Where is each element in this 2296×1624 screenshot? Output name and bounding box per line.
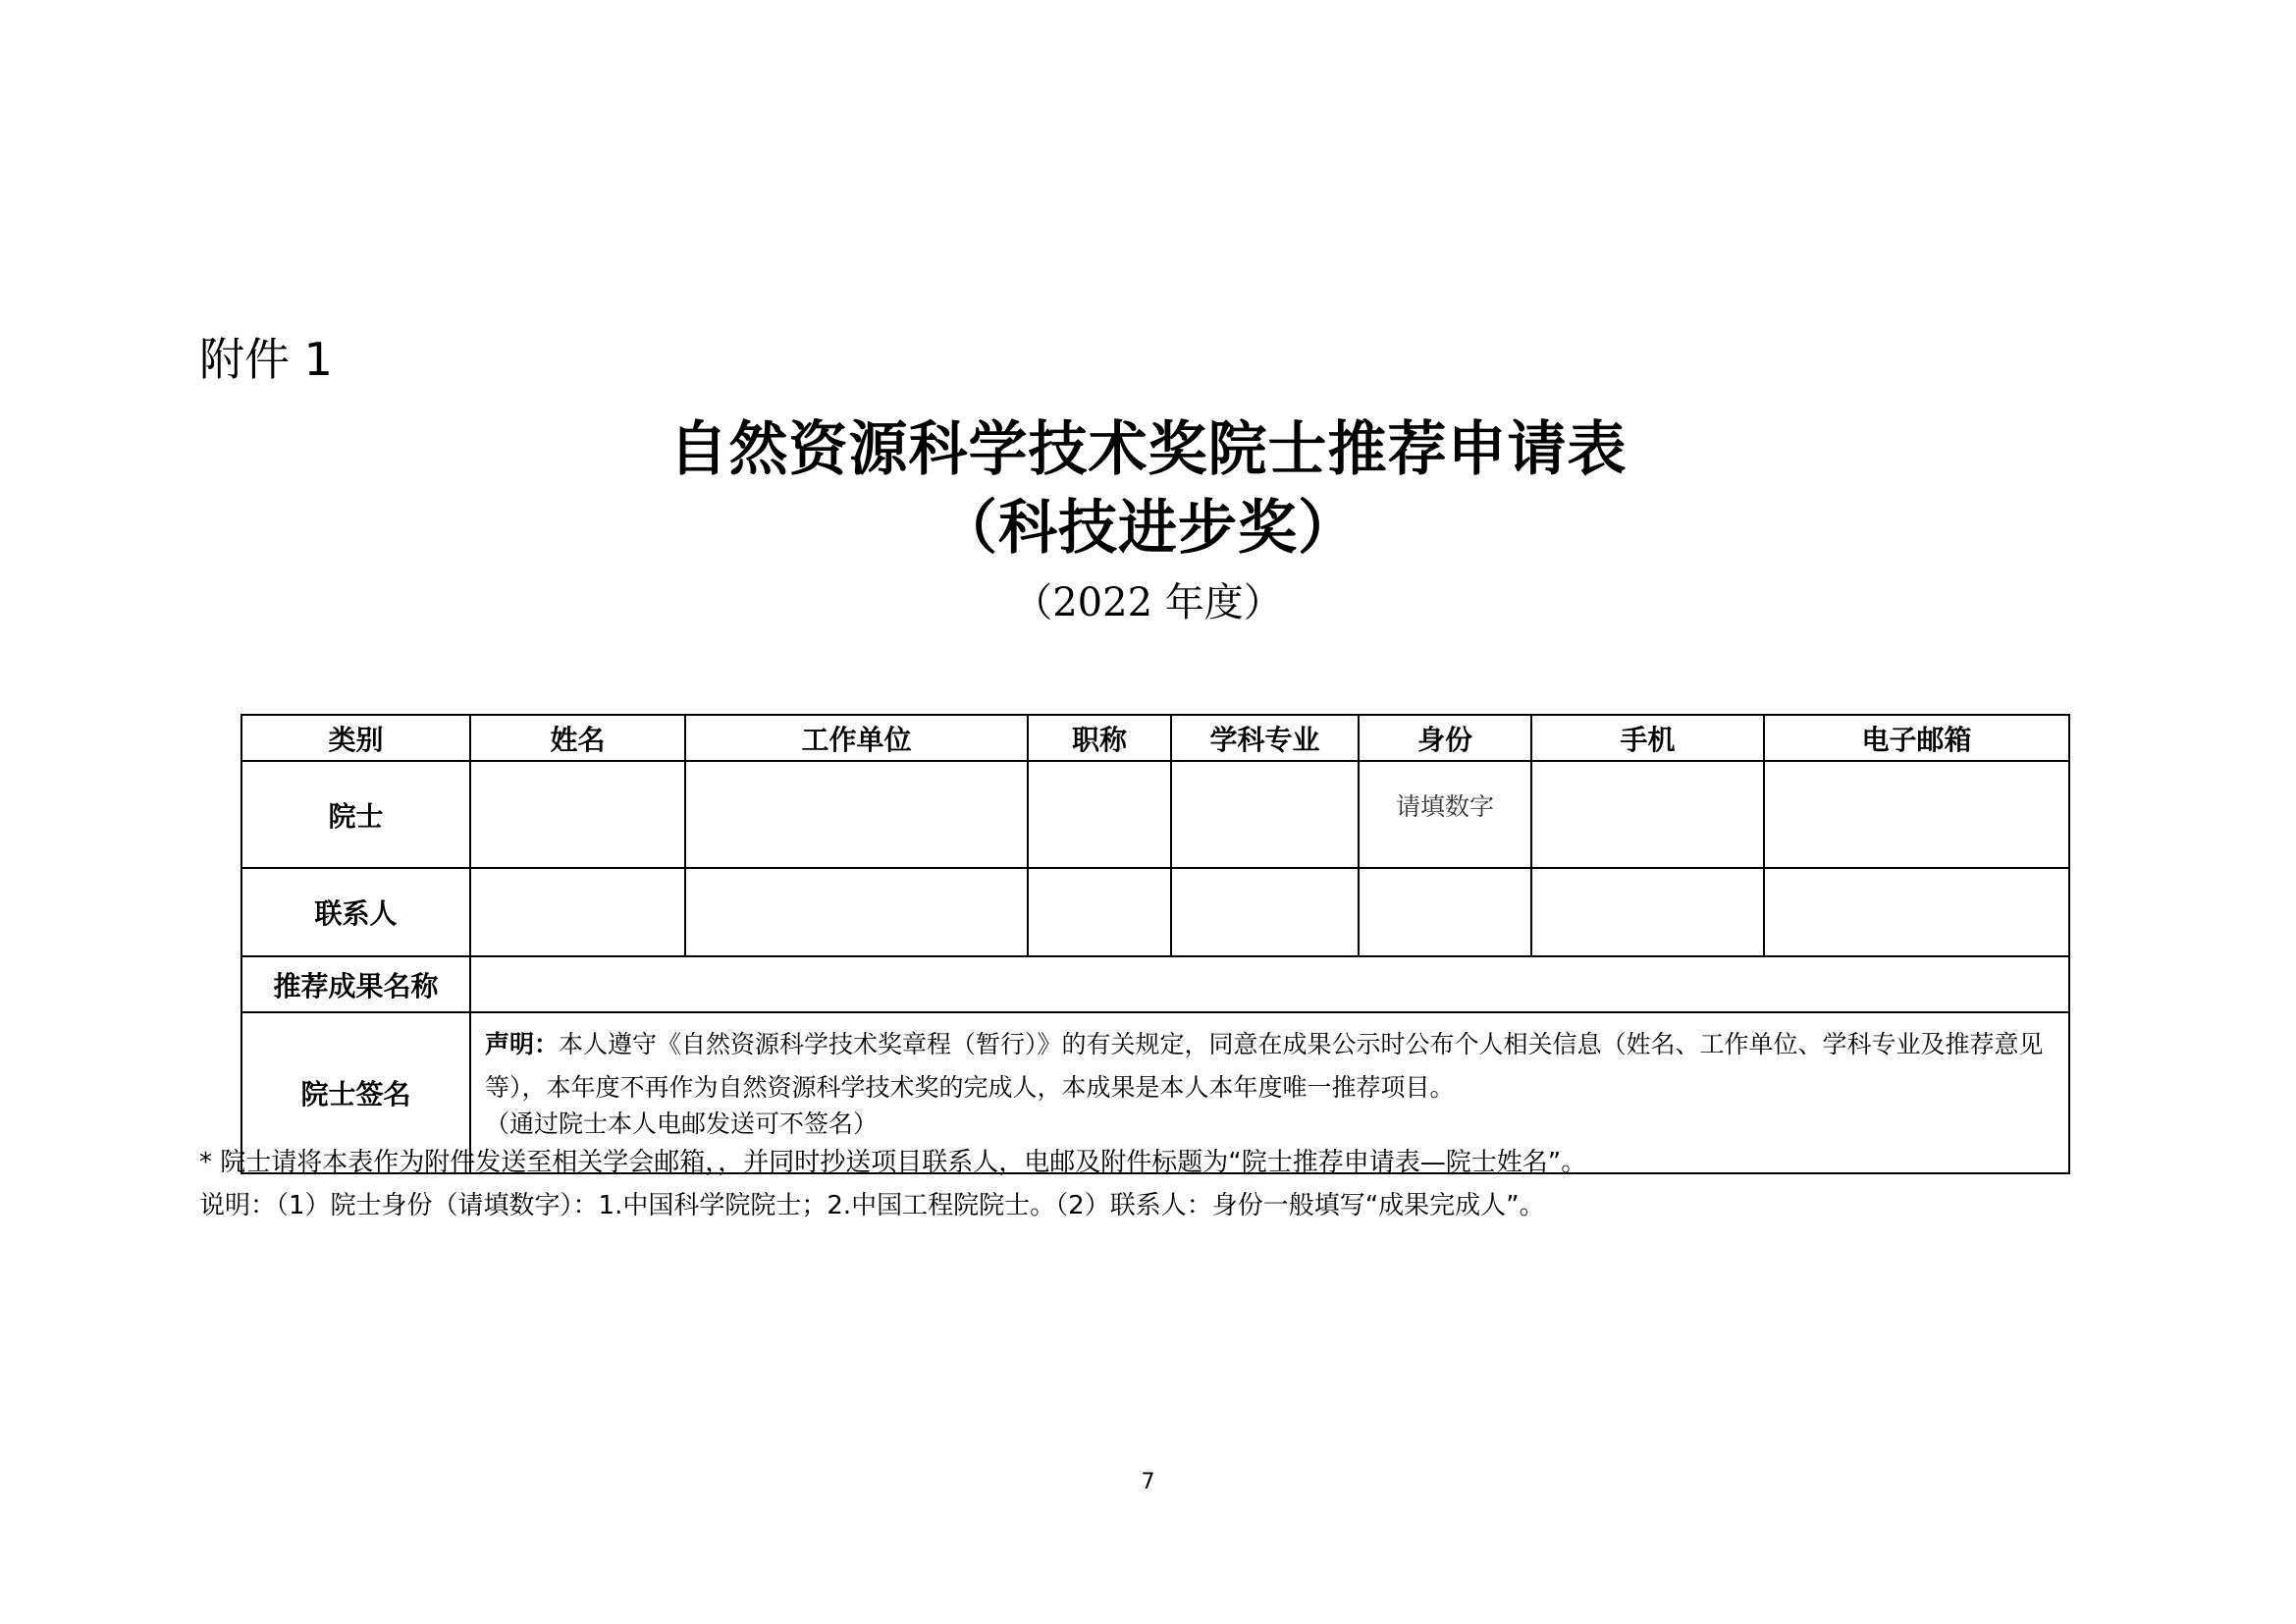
form-title: 自然资源科学技术奖院士推荐申请表 (668, 415, 1628, 484)
contact-email-cell[interactable] (1764, 868, 2069, 956)
form-year: （2022 年度） (1013, 580, 1283, 625)
contact-discipline-cell[interactable] (1171, 868, 1359, 956)
contact-name-cell[interactable] (470, 868, 685, 956)
header-name: 姓名 (470, 715, 685, 761)
academician-email-cell[interactable] (1764, 761, 2069, 868)
signature-label: 院士签名 (241, 1012, 470, 1173)
recommendation-table (240, 714, 2070, 1174)
footnote: * 院士请将本表作为附件发送至相关学会邮箱，，并同时抄送项目联系人，电邮及附件标题为“院士推荐申请表—院士姓名”。 (199, 1148, 1587, 1177)
declaration-text: 本人遵守《自然资源科学技术奖章程（暂行）》的有关规定，同意在成果公示时公布个人相关信息（姓名、工作单位、学科专业及推荐意见等），本年度不再作为自然资源科学技术奖的完成人，本成果是本人本年度唯一推荐项目。 (485, 1030, 2044, 1102)
achievement-label: 推荐成果名称 (241, 956, 470, 1012)
academician-title-cell[interactable] (1028, 761, 1171, 868)
header-workplace: 工作单位 (685, 715, 1028, 761)
academician-discipline-cell[interactable] (1171, 761, 1359, 868)
contact-mobile-cell[interactable] (1531, 868, 1764, 956)
academician-identity-cell[interactable]: 请填数字 (1359, 761, 1531, 868)
form-subtitle: （科技进步奖） (938, 494, 1358, 563)
academician-label: 院士 (241, 761, 470, 868)
academician-row (241, 761, 2069, 868)
header-title: 职称 (1028, 715, 1171, 761)
header-email: 电子邮箱 (1764, 715, 2069, 761)
academician-name-cell[interactable] (470, 761, 685, 868)
declaration-label: 声明： (485, 1030, 560, 1058)
declaration-note: （通过院士本人电邮发送可不签名） (485, 1110, 879, 1138)
achievement-name-cell[interactable] (470, 956, 2069, 1012)
academician-mobile-cell[interactable] (1531, 761, 1764, 868)
academician-workplace-cell[interactable] (685, 761, 1028, 868)
contact-row (241, 868, 2069, 956)
contact-label: 联系人 (241, 868, 470, 956)
attachment-label: 附件 1 (199, 333, 333, 386)
header-category: 类别 (241, 715, 470, 761)
achievement-row (241, 956, 2069, 1012)
header-row (241, 715, 2069, 761)
contact-title-cell[interactable] (1028, 868, 1171, 956)
page-number: 7 (1141, 1470, 1155, 1494)
header-identity: 身份 (1359, 715, 1531, 761)
header-mobile: 手机 (1531, 715, 1764, 761)
explanation-note: 说明：（1）院士身份（请填数字）：1.中国科学院院士；2.中国工程院院士。（2）联系人：身份一般填写“成果完成人”。 (199, 1191, 1545, 1220)
contact-workplace-cell[interactable] (685, 868, 1028, 956)
header-discipline: 学科专业 (1171, 715, 1359, 761)
contact-identity-cell[interactable] (1359, 868, 1531, 956)
